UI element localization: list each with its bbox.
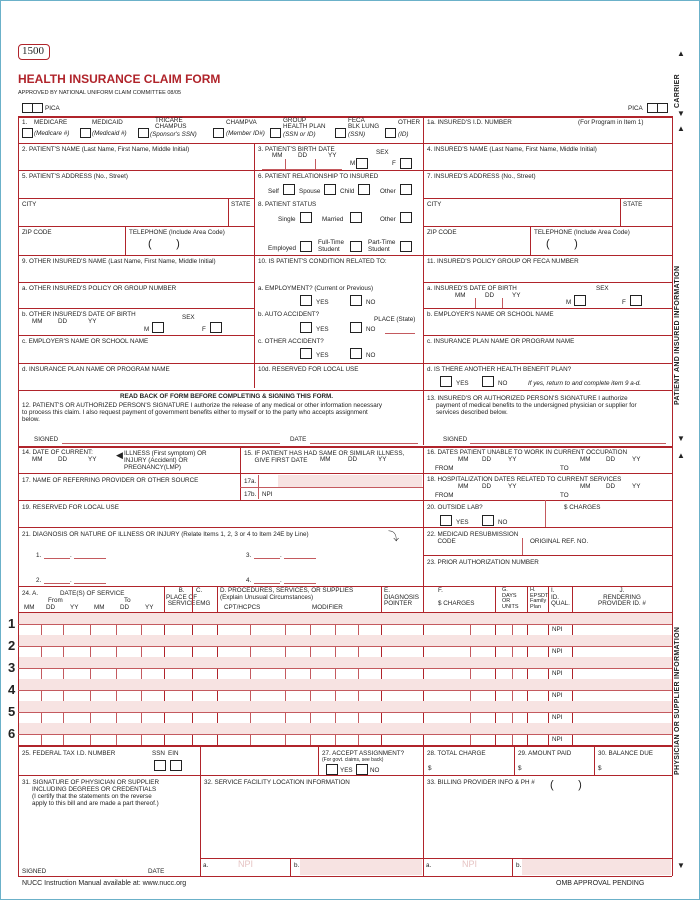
patient-phone-paren: ( ) bbox=[148, 238, 180, 250]
box33-a: a. bbox=[426, 862, 432, 869]
patient-arrow-up: ▲ bbox=[677, 124, 685, 133]
box14-yy: YY bbox=[88, 456, 97, 463]
box16-yy2: YY bbox=[632, 456, 641, 463]
box11a-mm: MM bbox=[455, 292, 466, 299]
box12-line3: below. bbox=[22, 416, 40, 423]
box24-a: 24. A. bbox=[22, 590, 39, 597]
pica-left-label: PICA bbox=[45, 105, 60, 112]
box18-dd2: DD bbox=[606, 483, 616, 490]
service-line-shaded-1[interactable] bbox=[19, 613, 672, 624]
box31-line4: apply to this bill and are made a part thereof.) bbox=[32, 800, 159, 807]
service-line-npi: NPI bbox=[552, 714, 563, 721]
employed-label: Employed bbox=[268, 245, 297, 252]
side-label-physician: PHYSICIAN OR SUPPLIER INFORMATION bbox=[674, 626, 681, 775]
service-line-npi: NPI bbox=[552, 648, 563, 655]
box16-dd2: DD bbox=[606, 456, 616, 463]
box14-label: 14. DATE OF CURRENT: bbox=[22, 449, 93, 456]
box11a-label: a. INSURED'S DATE OF BIRTH bbox=[427, 285, 517, 292]
box27-yes-checkbox[interactable] bbox=[326, 764, 338, 775]
patient-zip-label: ZIP CODE bbox=[22, 229, 52, 236]
box11a-yy: YY bbox=[512, 292, 521, 299]
box15-yy: YY bbox=[378, 456, 387, 463]
patient-arrow-down: ▼ bbox=[677, 434, 685, 443]
box12-date: DATE bbox=[290, 436, 307, 443]
box24-c: C. EMG bbox=[196, 587, 211, 607]
insured-state-label: STATE bbox=[623, 201, 643, 208]
box9b-dd: DD bbox=[58, 318, 68, 325]
pica-right-box-2[interactable] bbox=[657, 103, 668, 113]
box14-desc: ILLNESS (First symptom) OR INJURY (Accident) OR PREGNANCY(LMP) bbox=[124, 450, 207, 471]
medicaid-sub: (Medicaid #) bbox=[92, 130, 127, 137]
box24-g: G. DAYS OR UNITS bbox=[502, 587, 519, 610]
box11d-yes-checkbox[interactable] bbox=[440, 376, 452, 387]
pica-right-label: PICA bbox=[628, 105, 643, 112]
box2-label: 2. PATIENT'S NAME (Last Name, First Name, Middle Initial) bbox=[22, 146, 190, 153]
box21-arrow: ⤵ bbox=[388, 531, 399, 543]
box10c-no: NO bbox=[366, 352, 376, 359]
box24-e: E. DIAGNOSIS POINTER bbox=[384, 587, 419, 607]
box29-label: 29. AMOUNT PAID bbox=[518, 750, 572, 757]
box25-ein-checkbox[interactable] bbox=[170, 760, 182, 771]
footer-right: OMB APPROVAL PENDING bbox=[556, 880, 645, 887]
box3-yy: YY bbox=[328, 152, 337, 159]
box21-label: 21. DIAGNOSIS OR NATURE OF ILLNESS OR INJURY (Relate Items 1, 2, 3 or 4 to Item 24E by Line) bbox=[22, 531, 309, 538]
box24-d: D. PROCEDURES, SERVICES, OR SUPPLIES (Explain Unusual Circumstances) bbox=[220, 587, 354, 601]
box18-from: FROM bbox=[435, 492, 454, 499]
relation-other-label: Other bbox=[380, 188, 396, 195]
physician-arrow-up: ▲ bbox=[677, 451, 685, 460]
box11-label: 11. INSURED'S POLICY GROUP OR FECA NUMBER bbox=[427, 258, 579, 265]
service-line-shaded-5[interactable] bbox=[19, 701, 672, 712]
service-line-number: 1 bbox=[8, 616, 16, 631]
box21-d4: 4. bbox=[246, 577, 252, 584]
service-line-number: 3 bbox=[8, 660, 16, 675]
box3-m-checkbox[interactable] bbox=[356, 158, 368, 169]
box10b-yes-checkbox[interactable] bbox=[300, 322, 312, 333]
box24-i: I. ID. QUAL. bbox=[551, 587, 570, 607]
box13-line1: 13. INSURED'S OR AUTHORIZED PERSON'S SIGNATURE I authorize bbox=[427, 395, 628, 402]
box3-f-checkbox[interactable] bbox=[400, 158, 412, 169]
champva-label: CHAMPVA bbox=[226, 119, 257, 126]
box18-yy2: YY bbox=[632, 483, 641, 490]
box17-label: 17. NAME OF REFERRING PROVIDER OR OTHER SOURCE bbox=[22, 477, 199, 484]
box20-yes-checkbox[interactable] bbox=[440, 515, 452, 526]
box10b-no-checkbox[interactable] bbox=[350, 322, 362, 333]
carrier-arrow-down: ▼ bbox=[677, 109, 685, 118]
box10c-yes-checkbox[interactable] bbox=[300, 348, 312, 359]
box13-line2: payment of medical benefits to the undersigned physician or supplier for bbox=[436, 402, 637, 409]
service-line-shaded-2[interactable] bbox=[19, 635, 672, 646]
box24-from: From bbox=[48, 597, 63, 604]
box10-label: 10. IS PATIENT'S CONDITION RELATED TO: bbox=[258, 258, 387, 265]
insured-zip-label: ZIP CODE bbox=[427, 229, 457, 236]
box3-f: F bbox=[392, 160, 396, 167]
box24-yy1: YY bbox=[70, 604, 79, 611]
box11d-note: If yes, return to and complete item 9 a-d. bbox=[528, 380, 642, 387]
box25-label: 25. FEDERAL TAX I.D. NUMBER bbox=[22, 750, 116, 757]
box16-to: TO bbox=[560, 465, 569, 472]
box21-d2: 2. bbox=[36, 577, 42, 584]
spouse-label: Spouse bbox=[299, 188, 321, 195]
service-line-npi: NPI bbox=[552, 736, 563, 743]
box22-label: 22. MEDICAID RESUBMISSION CODE bbox=[427, 531, 519, 545]
box32-npi: NPI bbox=[238, 859, 254, 869]
medicare-checkbox[interactable] bbox=[22, 128, 33, 138]
box18-label: 18. HOSPITALIZATION DATES RELATED TO CURRENT SERVICES bbox=[427, 476, 622, 483]
box31-line2: INCLUDING DEGREES OR CREDENTIALS bbox=[32, 786, 157, 793]
box11d-no-checkbox[interactable] bbox=[482, 376, 494, 387]
box13-signed: SIGNED bbox=[443, 436, 468, 443]
box32-b: b. bbox=[294, 862, 300, 869]
status-other-checkbox[interactable] bbox=[400, 212, 412, 223]
box1a-label: 1a. INSURED'S I.D. NUMBER bbox=[427, 119, 512, 126]
readback-notice: READ BACK OF FORM BEFORE COMPLETING & SIGNING THIS FORM. bbox=[120, 393, 334, 400]
box31-line1: 31. SIGNATURE OF PHYSICIAN OR SUPPLIER bbox=[22, 779, 160, 786]
box9d-label: d. INSURANCE PLAN NAME OR PROGRAM NAME bbox=[22, 366, 170, 373]
box31-signed: SIGNED bbox=[22, 868, 47, 875]
box20-yes: YES bbox=[456, 519, 469, 526]
box27-no: NO bbox=[370, 767, 380, 774]
box31-line3: (I certify that the statements on the reverse bbox=[32, 793, 152, 800]
box10d-label: 10d. RESERVED FOR LOCAL USE bbox=[258, 366, 359, 373]
box10b-label: b. AUTO ACCIDENT? bbox=[258, 311, 320, 318]
box4-label: 4. INSURED'S NAME (Last Name, First Name, Middle Initial) bbox=[427, 146, 597, 153]
tricare-label: TRICARE CHAMPUS bbox=[155, 117, 187, 130]
box24-dates: DATE(S) OF SERVICE bbox=[60, 590, 125, 597]
other-sub: (ID) bbox=[398, 131, 409, 138]
box14-mm: MM bbox=[32, 456, 43, 463]
box33-b: b. bbox=[516, 862, 522, 869]
tricare-sub: (Sponsor's SSN) bbox=[150, 131, 197, 138]
box1-label: 1. bbox=[22, 119, 28, 126]
box17a-label: 17a. bbox=[244, 478, 257, 485]
box24-f: F. $ CHARGES bbox=[438, 587, 475, 607]
other-checkbox[interactable] bbox=[385, 128, 396, 138]
footer-left: NUCC Instruction Manual available at: www.nucc.org bbox=[22, 880, 187, 887]
box20-charges: $ CHARGES bbox=[564, 504, 601, 511]
service-line-npi: NPI bbox=[552, 626, 563, 633]
box16-from: FROM bbox=[435, 465, 454, 472]
box11a-m: M bbox=[566, 299, 572, 306]
box25-ssn-checkbox[interactable] bbox=[154, 760, 166, 771]
box9b-yy: YY bbox=[88, 318, 97, 325]
box10c-label: c. OTHER ACCIDENT? bbox=[258, 338, 324, 345]
box10b-place: PLACE (State) bbox=[374, 316, 416, 323]
feca-label: FECA BLK LUNG bbox=[348, 117, 380, 130]
child-checkbox[interactable] bbox=[358, 184, 370, 195]
box24-modifier: MODIFIER bbox=[312, 604, 343, 611]
box33-label: 33. BILLING PROVIDER INFO & PH # bbox=[427, 779, 535, 786]
box24-mm2: MM bbox=[94, 604, 105, 611]
box9a-label: a. OTHER INSURED'S POLICY OR GROUP NUMBER bbox=[22, 285, 177, 292]
box24-cpt: CPT/HCPCS bbox=[224, 604, 261, 611]
box12-signed: SIGNED bbox=[34, 436, 59, 443]
box30-label: 30. BALANCE DUE bbox=[598, 750, 653, 757]
group-checkbox[interactable] bbox=[270, 128, 281, 138]
box10a-yes: YES bbox=[316, 299, 329, 306]
physician-arrow-down: ▼ bbox=[677, 861, 685, 870]
box24-yy2: YY bbox=[145, 604, 154, 611]
service-line-number: 5 bbox=[8, 704, 16, 719]
medicaid-label: MEDICAID bbox=[92, 119, 123, 126]
box11d-label: d. IS THERE ANOTHER HEALTH BENEFIT PLAN? bbox=[427, 366, 572, 373]
box18-yy1: YY bbox=[508, 483, 517, 490]
box3-mm: MM bbox=[272, 152, 283, 159]
spouse-checkbox[interactable] bbox=[324, 184, 336, 195]
box11c-label: c. INSURANCE PLAN NAME OR PROGRAM NAME bbox=[427, 338, 575, 345]
box17b-label: 17b. bbox=[244, 491, 257, 498]
box24-b: B. PLACE OF SERVICE bbox=[166, 587, 198, 607]
box10a-no-checkbox[interactable] bbox=[350, 295, 362, 306]
box8-label: 8. PATIENT STATUS bbox=[258, 201, 317, 208]
box12-line2: to process this claim. I also request payment of government benefits either to myself or to the party who accepts assignment bbox=[22, 409, 368, 416]
box9b-sex: SEX bbox=[182, 314, 195, 321]
box11a-m-checkbox[interactable] bbox=[574, 295, 586, 306]
box12-line1: 12. PATIENT'S OR AUTHORIZED PERSON'S SIGNATURE I authorize the release of any medical or other information necessary bbox=[22, 402, 383, 409]
box3-dd: DD bbox=[298, 152, 308, 159]
relation-other-checkbox[interactable] bbox=[400, 184, 412, 195]
box16-mm2: MM bbox=[580, 456, 591, 463]
box9b-mm: MM bbox=[32, 318, 43, 325]
box14-dd: DD bbox=[58, 456, 68, 463]
box33-npi: NPI bbox=[462, 859, 478, 869]
box21-d1: 1. bbox=[36, 552, 42, 559]
patient-state-label: STATE bbox=[231, 201, 251, 208]
box32-label: 32. SERVICE FACILITY LOCATION INFORMATION bbox=[204, 779, 350, 786]
box29-dollar: $ bbox=[518, 765, 522, 772]
box13-line3: services described below. bbox=[436, 409, 508, 416]
service-line-shaded-4[interactable] bbox=[19, 679, 672, 690]
medicaid-checkbox[interactable] bbox=[80, 128, 91, 138]
feca-checkbox[interactable] bbox=[335, 128, 346, 138]
box27-yes: YES bbox=[340, 767, 353, 774]
box3-label: 3. PATIENT'S BIRTH DATE bbox=[258, 146, 335, 153]
box10b-yes: YES bbox=[316, 326, 329, 333]
box14-arrow: ◀ bbox=[116, 450, 123, 460]
married-label: Married bbox=[322, 216, 344, 223]
service-line-npi: NPI bbox=[552, 692, 563, 699]
self-checkbox[interactable] bbox=[283, 184, 295, 195]
box3-sex: SEX bbox=[376, 149, 389, 156]
married-checkbox[interactable] bbox=[350, 212, 362, 223]
service-line-shaded-3[interactable] bbox=[19, 657, 672, 668]
box9b-label: b. OTHER INSURED'S DATE OF BIRTH bbox=[22, 311, 136, 318]
champva-sub: (Member ID#) bbox=[226, 130, 265, 137]
box18-mm2: MM bbox=[580, 483, 591, 490]
box31-date: DATE bbox=[148, 868, 165, 875]
other-label: OTHER bbox=[398, 119, 421, 126]
box25-ein: EIN bbox=[168, 750, 179, 757]
single-checkbox[interactable] bbox=[300, 212, 312, 223]
box9b-f-checkbox[interactable] bbox=[210, 322, 222, 333]
approval-text: APPROVED BY NATIONAL UNIFORM CLAIM COMMITTEE 08/05 bbox=[18, 90, 182, 96]
box5-label: 5. PATIENT'S ADDRESS (No., Street) bbox=[22, 173, 128, 180]
side-label-patient: PATIENT AND INSURED INFORMATION bbox=[674, 265, 681, 405]
patient-phone-label: TELEPHONE (Include Area Code) bbox=[129, 229, 225, 236]
carrier-arrow-up: ▲ bbox=[677, 49, 685, 58]
box24-dd1: DD bbox=[46, 604, 56, 611]
box24-dd2: DD bbox=[120, 604, 130, 611]
side-label-carrier: CARRIER bbox=[674, 74, 681, 108]
box9-label: 9. OTHER INSURED'S NAME (Last Name, First Name, Middle Initial) bbox=[22, 258, 216, 265]
box1a-note: (For Program in Item 1) bbox=[578, 119, 644, 126]
group-label: GROUP HEALTH PLAN bbox=[283, 117, 326, 130]
status-other-label: Other bbox=[380, 216, 396, 223]
form-number: 1500 bbox=[22, 45, 44, 57]
box10a-label: a. EMPLOYMENT? (Current or Previous) bbox=[258, 285, 374, 292]
medicare-label: MEDICARE bbox=[34, 119, 68, 126]
group-sub: (SSN or ID) bbox=[283, 131, 316, 138]
tricare-checkbox[interactable] bbox=[138, 128, 149, 138]
box9c-label: c. EMPLOYER'S NAME OR SCHOOL NAME bbox=[22, 338, 149, 345]
box10c-no-checkbox[interactable] bbox=[350, 348, 362, 359]
box16-dd1: DD bbox=[482, 456, 492, 463]
box28-label: 28. TOTAL CHARGE bbox=[427, 750, 486, 757]
service-line-number: 4 bbox=[8, 682, 16, 697]
fulltime-checkbox[interactable] bbox=[350, 241, 362, 252]
child-label: Child bbox=[340, 188, 355, 195]
box24-h: H. EPSDT Family Plan bbox=[530, 587, 549, 610]
feca-sub: (SSN) bbox=[348, 131, 366, 138]
box15-mm: MM bbox=[320, 456, 331, 463]
box9b-m-checkbox[interactable] bbox=[152, 322, 164, 333]
box16-label: 16. DATES PATIENT UNABLE TO WORK IN CURRENT OCCUPATION bbox=[427, 449, 628, 456]
box20-no: NO bbox=[498, 519, 508, 526]
box11a-f: F bbox=[622, 299, 626, 306]
box18-dd1: DD bbox=[482, 483, 492, 490]
box17b-npi: NPI bbox=[262, 491, 273, 498]
single-label: Single bbox=[278, 216, 296, 223]
box24-j: J. RENDERING PROVIDER ID. # bbox=[598, 587, 646, 607]
box16-yy1: YY bbox=[508, 456, 517, 463]
service-line-number: 6 bbox=[8, 726, 16, 741]
form-title: HEALTH INSURANCE CLAIM FORM bbox=[18, 72, 221, 86]
box30-dollar: $ bbox=[598, 765, 602, 772]
service-line-shaded-6[interactable] bbox=[19, 723, 672, 734]
box11a-sex: SEX bbox=[596, 285, 609, 292]
box15-label: 15. IF PATIENT HAS HAD SAME OR SIMILAR ILLNESS, GIVE FIRST DATE bbox=[244, 450, 405, 464]
box10c-yes: YES bbox=[316, 352, 329, 359]
insured-city-label: CITY bbox=[427, 201, 442, 208]
box9b-m: M bbox=[144, 326, 150, 333]
pica-left-box-2[interactable] bbox=[32, 103, 43, 113]
box25-ssn: SSN bbox=[152, 750, 165, 757]
box18-mm1: MM bbox=[458, 483, 469, 490]
box24-to: To bbox=[124, 597, 131, 604]
box3-m: M bbox=[350, 160, 356, 167]
parttime-label: Part-Time Student bbox=[368, 239, 396, 253]
box11d-yes: YES bbox=[456, 380, 469, 387]
box10a-yes-checkbox[interactable] bbox=[300, 295, 312, 306]
box11a-dd: DD bbox=[485, 292, 495, 299]
box11b-label: b. EMPLOYER'S NAME OR SCHOOL NAME bbox=[427, 311, 554, 318]
box11d-no: NO bbox=[498, 380, 508, 387]
box20-no-checkbox[interactable] bbox=[482, 515, 494, 526]
box33-phone-paren: ( ) bbox=[550, 779, 582, 791]
box27-sub: (For govt. claims, see back) bbox=[322, 757, 384, 763]
self-label: Self bbox=[268, 188, 279, 195]
box10a-no: NO bbox=[366, 299, 376, 306]
service-line-number: 2 bbox=[8, 638, 16, 653]
box10b-no: NO bbox=[366, 326, 376, 333]
box16-mm1: MM bbox=[458, 456, 469, 463]
box24-mm1: MM bbox=[24, 604, 35, 611]
employed-checkbox[interactable] bbox=[300, 241, 312, 252]
medicare-sub: (Medicare #) bbox=[34, 130, 70, 137]
box27-no-checkbox[interactable] bbox=[356, 764, 368, 775]
service-line-npi: NPI bbox=[552, 670, 563, 677]
insured-phone-paren: ( ) bbox=[546, 238, 578, 250]
box20-label: 20. OUTSIDE LAB? bbox=[427, 504, 483, 511]
box15-dd: DD bbox=[348, 456, 358, 463]
box23-label: 23. PRIOR AUTHORIZATION NUMBER bbox=[427, 559, 539, 566]
box18-to: TO bbox=[560, 492, 569, 499]
champva-checkbox[interactable] bbox=[213, 128, 224, 138]
box19-label: 19. RESERVED FOR LOCAL USE bbox=[22, 504, 119, 511]
box9b-f: F bbox=[202, 326, 206, 333]
box32-a: a. bbox=[203, 862, 209, 869]
box21-d3: 3. bbox=[246, 552, 252, 559]
parttime-checkbox[interactable] bbox=[400, 241, 412, 252]
box27-label: 27. ACCEPT ASSIGNMENT? bbox=[322, 750, 405, 757]
box7-label: 7. INSURED'S ADDRESS (No., Street) bbox=[427, 173, 536, 180]
box28-dollar: $ bbox=[428, 765, 432, 772]
box6-label: 6. PATIENT RELATIONSHIP TO INSURED bbox=[258, 173, 379, 180]
box11a-f-checkbox[interactable] bbox=[630, 295, 642, 306]
fulltime-label: Full-Time Student bbox=[318, 239, 345, 253]
insured-phone-label: TELEPHONE (Include Area Code) bbox=[534, 229, 630, 236]
box22-orig: ORIGINAL REF. NO. bbox=[530, 538, 589, 545]
patient-city-label: CITY bbox=[22, 201, 37, 208]
